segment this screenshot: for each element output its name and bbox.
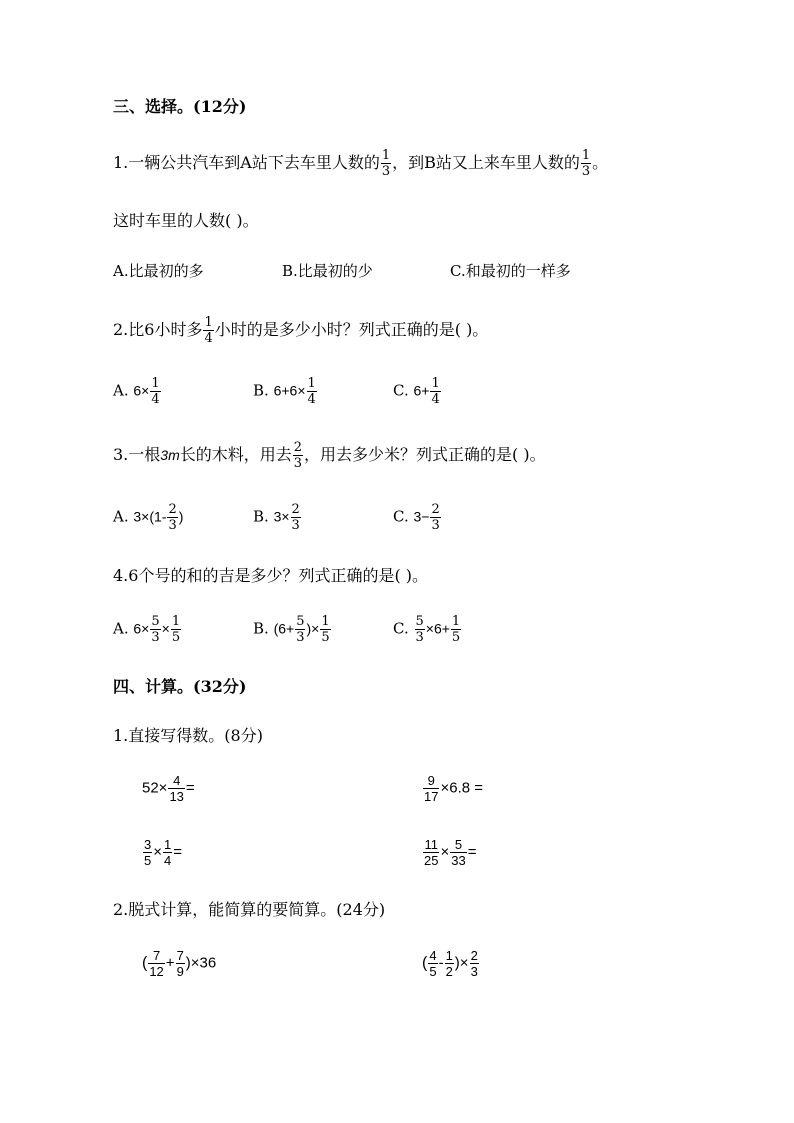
frac-num: 5 bbox=[454, 837, 463, 852]
frac-den: 4 bbox=[431, 392, 440, 407]
option-fraction-5-3 bbox=[415, 614, 425, 645]
frac-den: 4 bbox=[164, 853, 172, 868]
expr-paren: ( bbox=[142, 954, 148, 972]
expr-equals: = bbox=[185, 779, 195, 797]
frac-num: 11 bbox=[424, 837, 438, 852]
q3-line bbox=[113, 440, 546, 471]
option-fraction-5-3 bbox=[150, 614, 160, 645]
q2-text-a: 2.比6小时多 bbox=[113, 320, 203, 339]
calc-6 bbox=[422, 948, 480, 979]
expr-text: 52× bbox=[142, 779, 168, 797]
frac-num: 1 bbox=[581, 148, 591, 163]
option-label: C. bbox=[393, 381, 409, 400]
frac-den: 3 bbox=[381, 164, 391, 179]
frac-num: 9 bbox=[427, 773, 435, 788]
section4-title: 四、计算。(32分) bbox=[113, 677, 247, 696]
q1-fraction-1 bbox=[381, 148, 391, 179]
expr-fraction-3 bbox=[470, 948, 479, 979]
expr-text: )×36 bbox=[185, 954, 217, 972]
option-fraction bbox=[430, 376, 440, 407]
frac-num: 2 bbox=[168, 502, 177, 517]
option-expr-mid: × bbox=[161, 620, 170, 637]
frac-num: 7 bbox=[176, 948, 184, 963]
p1-title: 1.直接写得数。(8分) bbox=[113, 726, 263, 745]
expr-equals: = bbox=[467, 843, 477, 861]
q3-text-b: 长的木料，用去 bbox=[179, 445, 292, 464]
q1-line2: 这时车里的人数( )。 bbox=[113, 211, 259, 230]
option-label: B. bbox=[253, 381, 269, 400]
frac-den: 3 bbox=[293, 456, 303, 471]
frac-den: 3 bbox=[291, 518, 300, 533]
q3-unit: 3m bbox=[160, 447, 180, 463]
q2-option-b bbox=[253, 376, 318, 407]
frac-den: 5 bbox=[429, 964, 437, 979]
q1-line1 bbox=[113, 148, 608, 179]
frac-den: 17 bbox=[424, 789, 439, 804]
q3-fraction bbox=[293, 440, 303, 471]
frac-num: 1 bbox=[321, 614, 330, 629]
option-label: B. bbox=[253, 507, 269, 526]
option-fraction-5-3 bbox=[295, 614, 305, 645]
q1-text-b: ，到B站又上来车里人数的 bbox=[392, 153, 580, 172]
expr-fraction-1 bbox=[428, 948, 437, 979]
q1-text-c: 。 bbox=[592, 153, 609, 172]
option-expr-close: ) bbox=[178, 508, 184, 525]
expr-fraction-2 bbox=[176, 948, 185, 979]
q4-option-c bbox=[393, 614, 462, 645]
frac-num: 1 bbox=[451, 614, 461, 629]
q2-line bbox=[113, 315, 488, 346]
q3-option-a bbox=[113, 502, 183, 533]
frac-num: 2 bbox=[291, 502, 300, 517]
frac-num: 1 bbox=[381, 148, 391, 163]
q1-fraction-2 bbox=[581, 148, 591, 179]
calc-3 bbox=[142, 837, 182, 868]
expr-fraction-2 bbox=[445, 948, 454, 979]
frac-den: 5 bbox=[144, 853, 152, 868]
expr-text: )× bbox=[454, 954, 469, 972]
frac-num: 1 bbox=[171, 614, 181, 629]
frac-num: 4 bbox=[429, 948, 437, 963]
expr-plus: + bbox=[165, 954, 175, 972]
frac-num: 4 bbox=[173, 773, 181, 788]
frac-den: 3 bbox=[415, 630, 424, 645]
option-label: C. bbox=[393, 507, 409, 526]
frac-den: 5 bbox=[171, 630, 181, 645]
frac-num: 1 bbox=[445, 948, 453, 963]
option-label: B. bbox=[253, 619, 269, 638]
calc-1 bbox=[142, 773, 195, 804]
frac-den: 3 bbox=[431, 518, 440, 533]
option-label: A. bbox=[113, 381, 129, 400]
expr-fraction-2 bbox=[163, 837, 172, 868]
frac-den: 33 bbox=[451, 853, 466, 868]
frac-den: 4 bbox=[151, 392, 160, 407]
frac-den: 3 bbox=[151, 630, 160, 645]
calc-5 bbox=[142, 948, 216, 979]
q1-option-b: B.比最初的少 bbox=[282, 262, 373, 280]
calc-4 bbox=[422, 837, 476, 868]
option-expr-mid: )× bbox=[306, 620, 320, 637]
q1-text-a: 1.一辆公共汽车到A站下去车里人数的 bbox=[113, 153, 380, 172]
q2-text-b: 小时的是多少小时？列式正确的是( )。 bbox=[214, 320, 489, 339]
frac-den: 2 bbox=[445, 964, 453, 979]
frac-num: 1 bbox=[431, 376, 440, 391]
option-label: C. bbox=[393, 619, 409, 638]
q2-option-c bbox=[393, 376, 442, 407]
q2-fraction bbox=[203, 315, 213, 346]
frac-den: 3 bbox=[168, 518, 177, 533]
q4-line: 4.6个号的和的吉是多少？列式正确的是( )。 bbox=[113, 566, 429, 585]
expr-equals: = bbox=[173, 843, 182, 861]
option-expr: 6+ bbox=[413, 382, 430, 399]
option-expr: 6+6× bbox=[273, 382, 306, 399]
frac-den: 3 bbox=[581, 164, 591, 179]
frac-num: 2 bbox=[470, 948, 478, 963]
p2-title: 2.脱式计算，能简算的要简算。(24分) bbox=[113, 900, 386, 919]
expr-times: × bbox=[440, 843, 450, 861]
frac-den: 13 bbox=[169, 789, 184, 804]
option-expr: 3− bbox=[413, 508, 430, 525]
expr-fraction-1 bbox=[423, 837, 439, 868]
q3-option-b bbox=[253, 502, 302, 533]
frac-den: 9 bbox=[176, 964, 184, 979]
option-expr: 6× bbox=[133, 382, 150, 399]
frac-num: 1 bbox=[151, 376, 160, 391]
frac-num: 2 bbox=[293, 440, 303, 455]
expr-fraction bbox=[423, 773, 439, 804]
option-fraction-1-5 bbox=[320, 614, 330, 645]
expr-minus: - bbox=[438, 954, 444, 972]
option-expr: 3×(1- bbox=[133, 508, 167, 525]
option-expr: 3× bbox=[273, 508, 290, 525]
frac-den: 3 bbox=[470, 964, 478, 979]
frac-num: 5 bbox=[415, 614, 424, 629]
frac-den: 5 bbox=[321, 630, 330, 645]
frac-num: 2 bbox=[431, 502, 440, 517]
frac-num: 7 bbox=[152, 948, 161, 963]
frac-num: 1 bbox=[204, 315, 213, 330]
option-fraction bbox=[150, 376, 160, 407]
option-fraction bbox=[307, 376, 317, 407]
q4-option-a bbox=[113, 614, 182, 645]
section3-title: 三、选择。(12分) bbox=[113, 97, 247, 116]
frac-den: 4 bbox=[204, 331, 213, 346]
calc-2 bbox=[422, 773, 483, 804]
option-fraction-1-5 bbox=[451, 614, 461, 645]
q1-option-a: A.比最初的多 bbox=[113, 262, 204, 280]
option-expr: (6+ bbox=[273, 620, 295, 637]
frac-den: 4 bbox=[307, 392, 316, 407]
frac-den: 25 bbox=[424, 853, 439, 868]
frac-num: 1 bbox=[307, 376, 316, 391]
option-fraction bbox=[430, 502, 440, 533]
expr-fraction-1 bbox=[143, 837, 152, 868]
frac-num: 3 bbox=[144, 837, 152, 852]
q3-text-c: ，用去多少米？列式正确的是( )。 bbox=[304, 445, 546, 464]
q3-text-a: 3.一根 bbox=[113, 445, 161, 464]
expr-text: ×6.8 = bbox=[440, 779, 484, 797]
expr-fraction-2 bbox=[450, 837, 466, 868]
frac-den: 3 bbox=[296, 630, 305, 645]
option-fraction bbox=[291, 502, 301, 533]
option-expr: 6× bbox=[133, 620, 150, 637]
option-label: A. bbox=[113, 507, 129, 526]
expr-paren: ( bbox=[422, 954, 428, 972]
q3-option-c bbox=[393, 502, 442, 533]
q4-option-b bbox=[253, 614, 332, 645]
frac-num: 5 bbox=[151, 614, 160, 629]
expr-fraction-1 bbox=[148, 948, 164, 979]
q2-option-a bbox=[113, 376, 162, 407]
expr-times: × bbox=[153, 843, 162, 861]
frac-num: 1 bbox=[164, 837, 172, 852]
expr-fraction bbox=[168, 773, 184, 804]
option-label: A. bbox=[113, 619, 129, 638]
option-fraction-1-5 bbox=[171, 614, 181, 645]
frac-den: 5 bbox=[451, 630, 461, 645]
option-expr: ×6+ bbox=[425, 620, 450, 637]
q1-option-c: C.和最初的一样多 bbox=[450, 262, 571, 280]
frac-num: 5 bbox=[296, 614, 305, 629]
frac-den: 12 bbox=[149, 964, 164, 979]
option-fraction bbox=[167, 502, 177, 533]
